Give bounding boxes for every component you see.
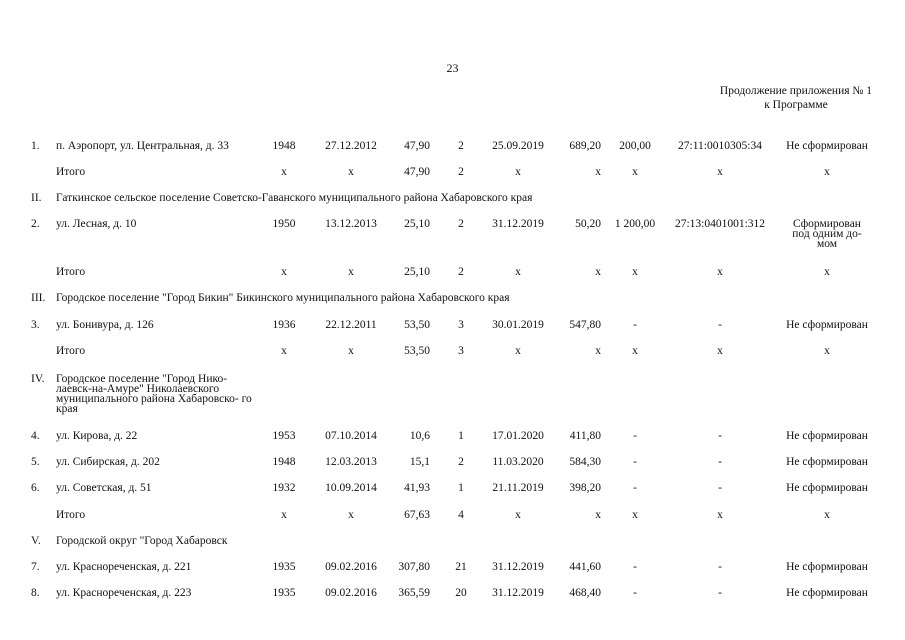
total-label: Итого [56,266,86,278]
land-status: Не сформирован [786,561,868,573]
section-title: Городское поселение "Город Бикин" Бикинского муниципального района Хабаровского края [56,292,510,304]
planned-date: x [515,266,521,278]
cadastral-number: x [717,345,723,357]
recognition-date: 10.09.2014 [325,482,377,494]
section-number: IV. [31,373,45,385]
section-row [0,371,905,417]
recognition-date: 27.12.2012 [325,140,377,152]
row-number: 6. [31,482,40,494]
land-status: x [824,166,830,178]
residents-count: 3 [458,319,464,331]
area: 15,1 [409,456,430,468]
planned-date: 17.01.2020 [492,430,544,442]
table-row [0,585,905,601]
land-area: 547,80 [569,319,601,331]
cadastral-number: - [718,482,722,494]
land-cost: x [632,345,638,357]
land-cost: - [633,456,637,468]
residents-count: 2 [458,266,464,278]
area: 307,80 [398,561,430,573]
recognition-date: x [348,266,354,278]
cadastral-number: x [717,166,723,178]
address: ул. Советская, д. 51 [56,482,152,494]
residents-count: 2 [458,166,464,178]
recognition-date: x [348,166,354,178]
planned-date: 30.01.2019 [492,319,544,331]
residents-count: 2 [458,218,464,230]
section-title: Городской округ "Город Хабаровск [56,535,228,547]
table-row [0,428,905,444]
address: ул. Краснореченская, д. 223 [56,587,192,599]
land-area: x [595,345,601,357]
address: ул. Сибирская, д. 202 [56,456,160,468]
residents-count: 2 [458,456,464,468]
planned-date: x [515,509,521,521]
residents-count: 3 [458,345,464,357]
section-title: Городское поселение "Город Нико- лаевск-на-Амуре" Николаевского муниципального района Хабаровско- го края [56,373,252,415]
planned-date: 11.03.2020 [492,456,544,468]
land-area: 584,30 [569,456,601,468]
total-label: Итого [56,509,86,521]
appendix-header-line2: к Программе [764,99,828,111]
land-area: x [595,266,601,278]
total-row [0,264,905,280]
planned-date: 31.12.2019 [492,218,544,230]
recognition-date: x [348,345,354,357]
year-built: 1935 [272,587,296,599]
recognition-date: 22.12.2011 [325,319,377,331]
planned-date: x [515,345,521,357]
total-row [0,343,905,359]
recognition-date: x [348,509,354,521]
land-cost: 200,00 [619,140,651,152]
cadastral-number: - [718,561,722,573]
recognition-date: 13.12.2013 [325,218,377,230]
total-label: Итого [56,166,86,178]
area: 47,90 [404,140,430,152]
page-number: 23 [446,61,459,75]
land-cost: x [632,166,638,178]
row-number: 8. [31,587,40,599]
year-built: x [281,266,287,278]
land-area: 689,20 [569,140,601,152]
land-status: x [824,509,830,521]
land-status: Не сформирован [786,482,868,494]
land-status: Не сформирован [786,587,868,599]
address: ул. Краснореченская, д. 221 [56,561,192,573]
recognition-date: 12.03.2013 [325,456,377,468]
cadastral-number: - [718,430,722,442]
land-cost: x [632,266,638,278]
row-number: 1. [31,140,40,152]
area: 25,10 [404,218,430,230]
land-area: 411,80 [569,430,601,442]
year-built: x [281,345,287,357]
row-number: 7. [31,561,40,573]
year-built: 1935 [272,561,296,573]
section-number: II. [31,192,42,204]
planned-date: 31.12.2019 [492,587,544,599]
year-built: 1950 [272,218,296,230]
section-row [0,533,905,549]
recognition-date: 09.02.2016 [325,587,377,599]
planned-date: 21.11.2019 [492,482,544,494]
table-row [0,559,905,575]
row-number: 5. [31,456,40,468]
year-built: 1936 [272,319,296,331]
land-area: 441,60 [569,561,601,573]
planned-date: 31.12.2019 [492,561,544,573]
section-number: V. [31,535,41,547]
total-label: Итого [56,345,86,357]
land-cost: 1 200,00 [614,218,656,230]
land-status: x [824,266,830,278]
row-number: 4. [31,430,40,442]
recognition-date: 07.10.2014 [325,430,377,442]
land-cost: - [633,587,637,599]
year-built: 1953 [272,430,296,442]
cadastral-number: - [718,587,722,599]
year-built: 1948 [272,456,296,468]
cadastral-number: - [718,319,722,331]
section-title: Гаткинское сельское поселение Советско-Гаванского муниципального района Хабаровского края [56,192,533,204]
table-row [0,454,905,470]
address: п. Аэропорт, ул. Центральная, д. 33 [56,140,229,152]
cadastral-number: x [717,266,723,278]
table-row [0,317,905,333]
land-status: Не сформирован [786,140,868,152]
section-number: III. [31,292,46,304]
land-status: Сформирован под одним до- мом [792,218,862,250]
land-status: Не сформирован [786,319,868,331]
land-area: 398,20 [569,482,601,494]
year-built: x [281,166,287,178]
year-built: 1948 [272,140,296,152]
land-area: x [595,509,601,521]
residents-count: 20 [455,587,467,599]
land-cost: x [632,509,638,521]
area: 53,50 [404,319,430,331]
area: 365,59 [398,587,430,599]
year-built: 1932 [272,482,296,494]
address: ул. Лесная, д. 10 [56,218,137,230]
land-cost: - [633,561,637,573]
address: ул. Бонивура, д. 126 [56,319,154,331]
residents-count: 4 [458,509,464,521]
land-status: Не сформирован [786,430,868,442]
area: 47,90 [404,166,430,178]
area: 67,63 [404,509,430,521]
table-row [0,216,905,250]
residents-count: 21 [455,561,467,573]
total-row [0,507,905,523]
table-row [0,138,905,154]
appendix-header [720,84,872,112]
address: ул. Кирова, д. 22 [56,430,138,442]
area: 25,10 [404,266,430,278]
land-area: 468,40 [569,587,601,599]
cadastral-number: - [718,456,722,468]
land-cost: - [633,482,637,494]
section-row [0,190,905,206]
year-built: x [281,509,287,521]
land-status: x [824,345,830,357]
land-area: 50,20 [575,218,601,230]
section-row [0,290,905,306]
cadastral-number: 27:13:0401001:312 [674,218,766,230]
land-area: x [595,166,601,178]
land-cost: - [633,319,637,331]
cadastral-number: x [717,509,723,521]
appendix-header-line1: Продолжение приложения № 1 [719,85,872,97]
area: 53,50 [404,345,430,357]
area: 41,93 [404,482,430,494]
planned-date: 25.09.2019 [492,140,544,152]
table-row [0,480,905,496]
row-number: 3. [31,319,40,331]
area: 10,6 [409,430,430,442]
recognition-date: 09.02.2016 [325,561,377,573]
cadastral-number: 27:11:0010305:34 [678,140,762,152]
land-cost: - [633,430,637,442]
residents-count: 1 [458,430,464,442]
total-row [0,164,905,180]
row-number: 2. [31,218,40,230]
residents-count: 2 [458,140,464,152]
planned-date: x [515,166,521,178]
residents-count: 1 [458,482,464,494]
land-status: Не сформирован [786,456,868,468]
